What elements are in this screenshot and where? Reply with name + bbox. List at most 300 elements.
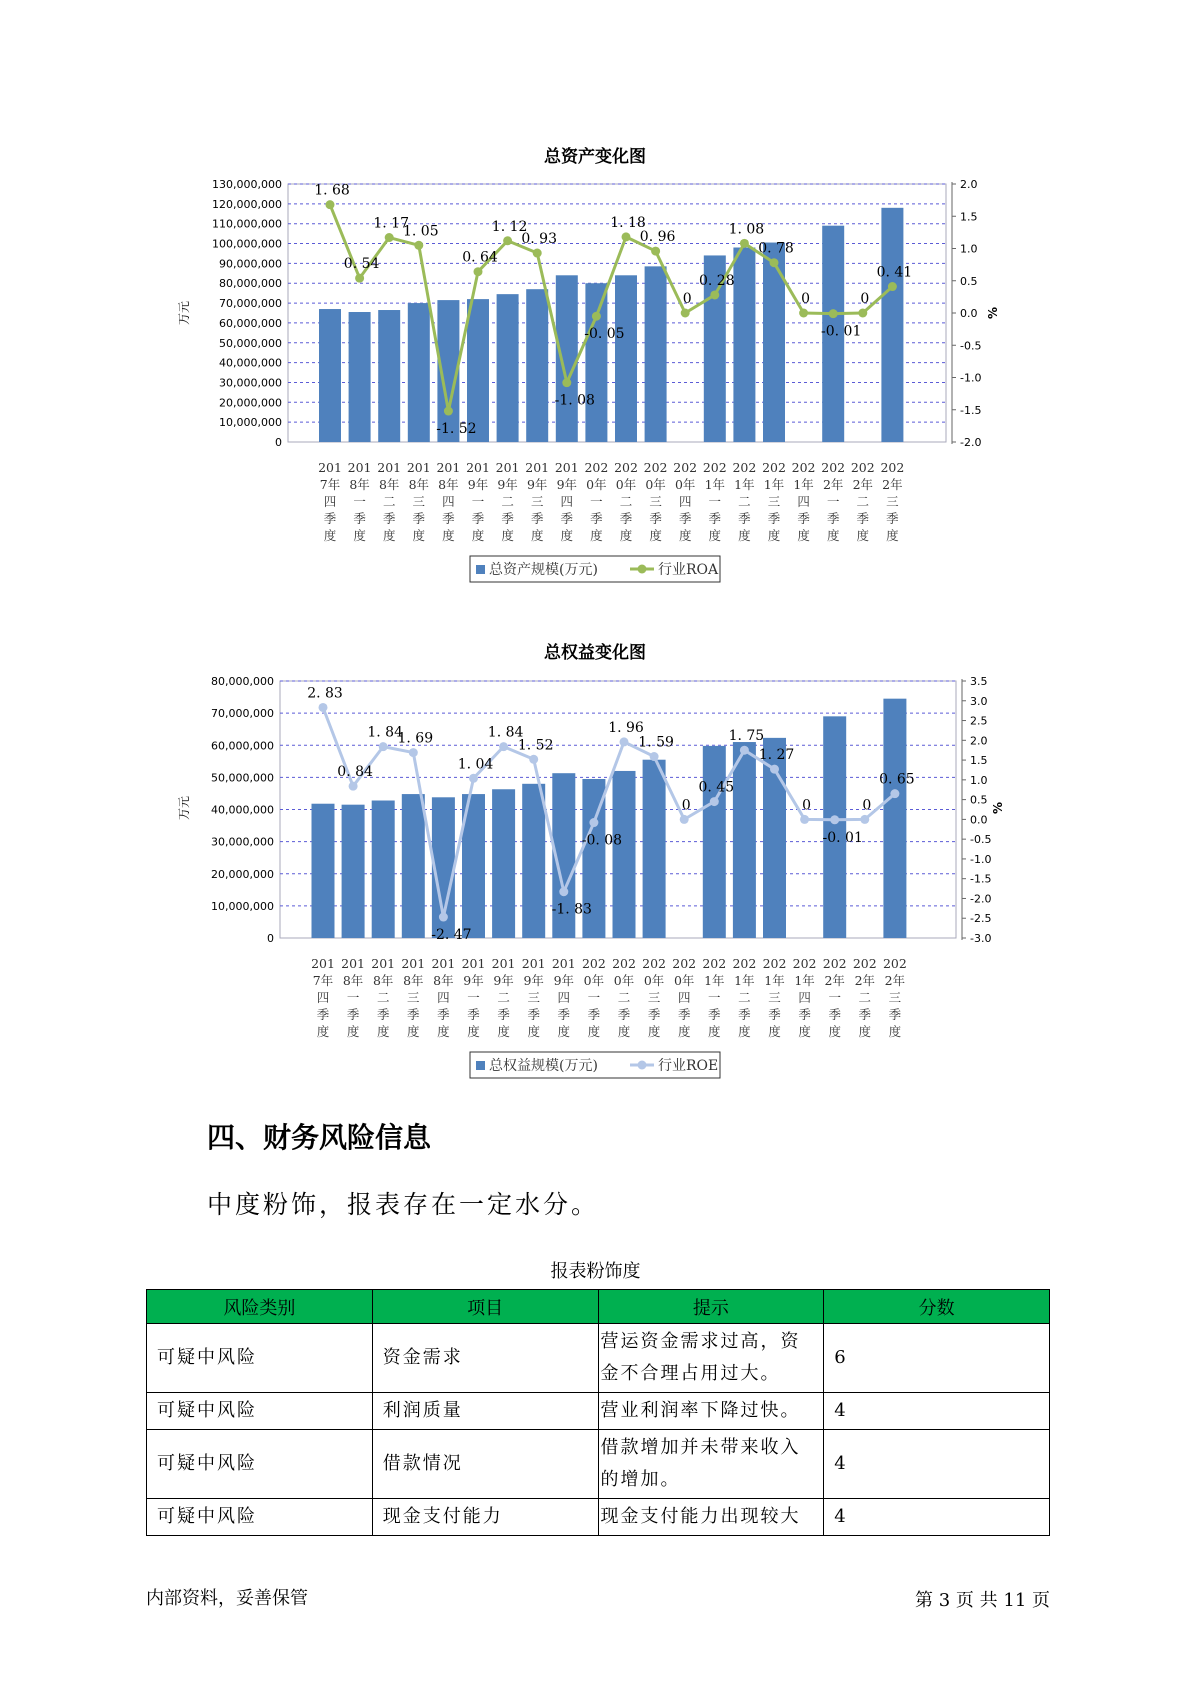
x-tick-label: 季 <box>798 1007 811 1022</box>
x-tick-label: 度 <box>346 1024 360 1039</box>
x-tick-label: 三 <box>412 494 426 509</box>
x-tick-label: 三 <box>767 494 781 509</box>
x-tick-label: 202 <box>614 460 638 475</box>
x-tick-label: 201 <box>311 956 335 971</box>
data-label: 0. 54 <box>343 256 380 273</box>
y2-tick-label: -1.0 <box>960 371 982 385</box>
table-row <box>147 1324 1050 1393</box>
x-tick-label: 202 <box>732 956 757 971</box>
line-point <box>409 748 418 757</box>
x-tick-label: 202 <box>821 460 846 475</box>
table-cell: 借款情况 <box>372 1430 598 1499</box>
x-tick-label: 度 <box>678 528 692 543</box>
data-label: 0. 65 <box>879 771 915 788</box>
x-tick-label: 202 <box>852 956 877 971</box>
x-tick-label: 度 <box>560 528 574 543</box>
x-tick-label: 季 <box>768 1007 781 1022</box>
x-tick-label: 度 <box>617 1024 631 1039</box>
x-tick-label: 2年 <box>852 477 874 492</box>
bar <box>372 801 395 938</box>
x-tick-label: 度 <box>797 528 810 543</box>
data-label: 1. 69 <box>397 730 434 747</box>
x-tick-label: 季 <box>467 1007 480 1022</box>
x-tick-label: 二 <box>738 990 751 1005</box>
x-tick-label: 1年 <box>793 477 814 492</box>
data-label: -1. 52 <box>436 421 477 438</box>
x-tick-label: 二 <box>497 990 510 1005</box>
y2-tick-label: 3.0 <box>970 694 988 708</box>
x-tick-label: 度 <box>501 528 514 543</box>
x-tick-label: 202 <box>882 956 907 971</box>
line-point <box>650 752 659 761</box>
x-tick-label: 度 <box>708 528 722 543</box>
x-tick-label: 度 <box>557 1024 571 1039</box>
line-point <box>559 887 568 896</box>
y-tick-label: 60,000,000 <box>219 316 282 330</box>
x-tick-label: 季 <box>858 1007 872 1022</box>
x-tick-label: 季 <box>471 511 485 526</box>
x-tick-label: 度 <box>530 528 544 543</box>
line-point <box>680 815 689 824</box>
x-tick-label: 201 <box>551 956 576 971</box>
y-tick-label: 80,000,000 <box>219 277 282 291</box>
risk-table <box>146 1289 1050 1536</box>
x-tick-label: 202 <box>702 460 727 475</box>
legend-bar-swatch <box>476 1061 485 1070</box>
data-label: -2. 47 <box>431 927 472 944</box>
x-tick-label: 202 <box>850 460 875 475</box>
x-tick-label: 度 <box>376 1024 390 1039</box>
x-tick-label: 8年 <box>349 477 370 492</box>
bar <box>703 746 726 938</box>
data-label: 1. 27 <box>758 747 795 764</box>
x-tick-label: 度 <box>826 528 840 543</box>
line-point <box>860 815 869 824</box>
table-cell: 营运资金需求过高，资金不合理占用过大。 <box>598 1324 824 1393</box>
x-tick-label: 0年 <box>673 973 695 988</box>
line-point <box>349 782 358 791</box>
x-tick-label: 季 <box>560 511 574 526</box>
y2-axis-label: % <box>986 306 1000 320</box>
data-label: 0. 96 <box>639 229 676 246</box>
x-tick-label: 2年 <box>822 477 844 492</box>
data-label: 0 <box>681 797 691 814</box>
data-label: 1. 04 <box>457 756 494 773</box>
x-tick-label: 季 <box>382 511 396 526</box>
x-tick-label: 季 <box>678 511 692 526</box>
y-tick-label: 90,000,000 <box>219 257 282 271</box>
x-tick-label: 度 <box>647 1024 661 1039</box>
y2-tick-label: 1.0 <box>960 242 978 256</box>
legend-label: 行业ROA <box>658 562 719 578</box>
x-tick-label: 四 <box>560 494 574 509</box>
x-tick-label: 202 <box>762 956 787 971</box>
y-tick-label: 70,000,000 <box>211 707 274 721</box>
table-cell: 4 <box>824 1393 1050 1430</box>
column-header: 风险类别 <box>147 1290 373 1324</box>
x-tick-label: 度 <box>738 528 751 543</box>
y2-tick-label: 1.0 <box>970 773 988 787</box>
line-point <box>469 774 478 783</box>
x-tick-label: 1年 <box>764 973 785 988</box>
data-label: 1. 84 <box>367 724 404 741</box>
x-tick-label: 9年 <box>497 477 518 492</box>
x-tick-label: 2年 <box>824 973 845 988</box>
x-tick-label: 季 <box>647 1007 661 1022</box>
x-tick-label: 三 <box>886 494 899 509</box>
x-tick-label: 四 <box>557 990 571 1005</box>
x-tick-label: 1年 <box>734 477 755 492</box>
x-tick-label: 季 <box>316 1007 330 1022</box>
x-tick-label: 季 <box>590 511 603 526</box>
x-tick-label: 度 <box>858 1024 872 1039</box>
data-label: 0 <box>682 291 692 307</box>
x-tick-label: 0年 <box>615 477 637 492</box>
x-tick-label: 一 <box>826 494 840 509</box>
y2-tick-label: -0.5 <box>960 339 982 353</box>
x-tick-label: 一 <box>708 990 721 1005</box>
x-tick-label: 季 <box>346 1007 360 1022</box>
x-tick-label: 度 <box>649 528 662 543</box>
legend-label: 总资产规模(万元) <box>489 562 598 578</box>
table-cell: 4 <box>824 1430 1050 1499</box>
x-tick-label: 0年 <box>586 477 607 492</box>
y2-tick-label: -1.5 <box>970 872 992 886</box>
x-tick-label: 201 <box>341 956 366 971</box>
x-tick-label: 二 <box>619 494 633 509</box>
x-tick-label: 度 <box>886 528 899 543</box>
bar <box>613 771 636 938</box>
line-point <box>830 815 839 824</box>
y-tick-label: 120,000,000 <box>212 197 282 211</box>
data-label: 1. 59 <box>638 734 674 751</box>
x-tick-label: 四 <box>678 494 692 509</box>
x-tick-label: 1年 <box>734 973 755 988</box>
x-tick-label: 度 <box>767 528 781 543</box>
x-tick-label: 2年 <box>884 973 906 988</box>
table-row <box>147 1430 1050 1499</box>
y2-tick-label: 0.5 <box>960 274 978 288</box>
bar <box>522 784 545 938</box>
x-tick-label: 1年 <box>704 477 726 492</box>
x-tick-label: 8年 <box>378 477 400 492</box>
x-tick-label: 8年 <box>408 477 430 492</box>
legend-label: 总权益规模(万元) <box>489 1058 598 1074</box>
data-label: 0 <box>860 291 870 307</box>
data-label: 1. 52 <box>517 737 554 754</box>
table-cell: 可疑中风险 <box>147 1393 373 1430</box>
data-label: 0. 84 <box>337 764 373 781</box>
x-tick-label: 度 <box>768 1024 781 1039</box>
x-tick-label: 202 <box>791 460 816 475</box>
x-tick-label: 0年 <box>674 477 696 492</box>
x-tick-label: 一 <box>467 990 480 1005</box>
x-tick-label: 季 <box>738 1007 751 1022</box>
x-tick-label: 一 <box>346 990 360 1005</box>
y2-tick-label: -3.0 <box>970 932 992 945</box>
x-tick-label: 8年 <box>342 973 364 988</box>
table-cell: 可疑中风险 <box>147 1499 373 1536</box>
y-tick-label: 130,000,000 <box>212 178 282 191</box>
column-header: 项目 <box>372 1290 598 1324</box>
x-tick-label: 季 <box>527 1007 540 1022</box>
y2-tick-label: -2.5 <box>970 912 992 926</box>
x-tick-label: 7年 <box>312 973 334 988</box>
x-tick-label: 2年 <box>854 973 876 988</box>
bar <box>883 699 906 938</box>
table-cell: 6 <box>824 1324 1050 1393</box>
x-tick-label: 201 <box>377 460 402 475</box>
x-tick-label: 202 <box>792 956 817 971</box>
y-axis-label: 万元 <box>177 795 191 821</box>
x-tick-label: 度 <box>412 528 426 543</box>
x-tick-label: 8年 <box>433 973 454 988</box>
data-label: 1. 08 <box>728 221 765 238</box>
y-tick-label: 30,000,000 <box>211 835 274 849</box>
x-tick-label: 季 <box>497 1007 510 1022</box>
x-tick-label: 8年 <box>403 973 424 988</box>
table-cell: 借款增加并未带来收入的增加。 <box>598 1430 824 1499</box>
x-tick-label: 度 <box>619 528 633 543</box>
x-tick-label: 度 <box>527 1024 540 1039</box>
bar <box>492 789 515 938</box>
x-tick-label: 202 <box>732 460 757 475</box>
y2-tick-label: 3.5 <box>970 675 988 688</box>
x-tick-label: 度 <box>828 1024 841 1039</box>
x-tick-label: 9年 <box>463 973 484 988</box>
x-tick-label: 季 <box>619 511 633 526</box>
x-tick-label: 季 <box>323 511 337 526</box>
y-tick-label: 110,000,000 <box>212 217 282 231</box>
y-axis-label: 万元 <box>177 300 191 326</box>
x-tick-label: 202 <box>762 460 786 475</box>
y2-tick-label: -2.0 <box>960 436 982 449</box>
x-tick-label: 202 <box>822 956 847 971</box>
x-tick-label: 0年 <box>583 973 605 988</box>
x-tick-label: 四 <box>442 494 455 509</box>
table-cell: 可疑中风险 <box>147 1324 373 1393</box>
x-tick-label: 202 <box>673 460 698 475</box>
x-tick-label: 9年 <box>526 477 548 492</box>
x-tick-label: 三 <box>888 990 902 1005</box>
y-tick-label: 60,000,000 <box>211 739 274 753</box>
x-tick-label: 二 <box>856 494 870 509</box>
x-tick-label: 9年 <box>523 973 544 988</box>
x-tick-label: 度 <box>323 528 337 543</box>
x-tick-label: 季 <box>442 511 455 526</box>
x-tick-label: 一 <box>471 494 485 509</box>
x-tick-label: 度 <box>407 1024 420 1039</box>
x-tick-label: 8年 <box>438 477 459 492</box>
x-tick-label: 201 <box>495 460 520 475</box>
line-point <box>620 737 629 746</box>
x-tick-label: 201 <box>406 460 431 475</box>
y2-tick-label: 0.5 <box>970 793 988 807</box>
x-tick-label: 度 <box>442 528 455 543</box>
x-tick-label: 度 <box>471 528 485 543</box>
x-tick-label: 度 <box>856 528 870 543</box>
x-tick-label: 度 <box>497 1024 510 1039</box>
x-tick-label: 201 <box>554 460 579 475</box>
line-point <box>379 742 388 751</box>
bar <box>733 742 756 938</box>
x-tick-label: 1年 <box>794 973 815 988</box>
section-heading: 四、财务风险信息 <box>207 1121 432 1154</box>
x-tick-label: 9年 <box>553 973 575 988</box>
x-tick-label: 201 <box>466 460 490 475</box>
x-tick-label: 季 <box>767 511 781 526</box>
x-tick-label: 季 <box>708 511 722 526</box>
x-tick-label: 季 <box>797 511 810 526</box>
x-tick-label: 四 <box>798 990 811 1005</box>
y-tick-label: 0 <box>275 436 282 449</box>
y2-axis-label: % <box>991 801 1005 815</box>
bar <box>402 794 425 938</box>
page-number: 第 3 页 共 11 页 <box>915 1590 1050 1611</box>
data-label: 1. 84 <box>487 724 524 741</box>
x-tick-label: 季 <box>407 1007 420 1022</box>
footer-confidential-note: 内部资料，妥善保管 <box>146 1588 308 1609</box>
x-tick-label: 202 <box>584 460 609 475</box>
x-tick-label: 9年 <box>556 477 578 492</box>
data-label: 1. 12 <box>491 218 528 235</box>
x-tick-label: 一 <box>708 494 722 509</box>
line-point <box>800 815 809 824</box>
x-tick-label: 201 <box>318 460 342 475</box>
y-tick-label: 20,000,000 <box>211 867 274 881</box>
data-label: 1. 68 <box>314 182 350 199</box>
x-tick-label: 三 <box>527 990 540 1005</box>
x-tick-label: 201 <box>371 956 396 971</box>
x-tick-label: 0年 <box>643 973 665 988</box>
data-label: 1. 18 <box>610 214 646 231</box>
data-label: -0. 01 <box>822 829 863 846</box>
y2-tick-label: 2.0 <box>960 178 978 191</box>
x-tick-label: 一 <box>587 990 601 1005</box>
line-point <box>529 755 538 764</box>
data-label: 1. 17 <box>373 215 410 232</box>
x-tick-label: 度 <box>437 1024 450 1039</box>
x-tick-label: 季 <box>826 511 840 526</box>
x-tick-label: 0年 <box>645 477 666 492</box>
x-tick-label: 2年 <box>882 477 903 492</box>
x-tick-label: 二 <box>617 990 631 1005</box>
data-label: 0. 45 <box>698 779 735 796</box>
x-tick-label: 四 <box>316 990 330 1005</box>
x-tick-label: 度 <box>590 528 603 543</box>
x-tick-label: 201 <box>347 460 372 475</box>
x-tick-label: 季 <box>530 511 544 526</box>
x-tick-label: 202 <box>643 460 668 475</box>
x-tick-label: 202 <box>612 956 636 971</box>
y2-tick-label: 0.0 <box>970 813 988 827</box>
data-label: 2. 83 <box>307 685 343 702</box>
x-tick-label: 二 <box>738 494 751 509</box>
table-caption: 报表粉饰度 <box>550 1261 641 1282</box>
x-tick-label: 季 <box>412 511 426 526</box>
x-tick-label: 202 <box>672 956 697 971</box>
data-label: 0. 64 <box>462 249 498 266</box>
y-tick-label: 80,000,000 <box>211 675 274 688</box>
column-header: 提示 <box>598 1290 824 1324</box>
table-cell: 4 <box>824 1499 1050 1536</box>
x-tick-label: 季 <box>501 511 514 526</box>
y-tick-label: 40,000,000 <box>219 356 282 370</box>
x-tick-label: 度 <box>587 1024 601 1039</box>
x-tick-label: 季 <box>649 511 662 526</box>
x-tick-label: 一 <box>828 990 841 1005</box>
table-cell: 现金支付能力 <box>372 1499 598 1536</box>
data-label: 0. 28 <box>698 272 735 289</box>
x-tick-label: 二 <box>376 990 390 1005</box>
data-label: -1. 83 <box>551 901 592 918</box>
x-tick-label: 二 <box>382 494 396 509</box>
x-tick-label: 201 <box>521 956 546 971</box>
bar <box>643 760 666 938</box>
data-label: -0. 08 <box>581 832 623 849</box>
x-tick-label: 202 <box>702 956 727 971</box>
y-tick-label: 50,000,000 <box>219 336 282 350</box>
y2-tick-label: 2.0 <box>970 734 988 748</box>
y-tick-label: 100,000,000 <box>212 237 282 251</box>
y2-tick-label: -0.5 <box>970 833 992 847</box>
line-point <box>499 742 508 751</box>
x-tick-label: 季 <box>886 511 899 526</box>
x-tick-label: 季 <box>738 511 751 526</box>
x-tick-label: 季 <box>677 1007 691 1022</box>
data-label: 1. 05 <box>402 223 439 240</box>
x-tick-label: 202 <box>581 956 606 971</box>
line-point <box>439 913 448 922</box>
data-label: 1. 75 <box>728 728 765 745</box>
line-point <box>740 746 749 755</box>
x-tick-label: 季 <box>708 1007 721 1022</box>
x-tick-label: 201 <box>461 956 486 971</box>
x-tick-label: 季 <box>828 1007 841 1022</box>
y2-tick-label: 2.5 <box>970 714 988 728</box>
column-header: 分数 <box>824 1290 1050 1324</box>
x-tick-label: 7年 <box>319 477 341 492</box>
table-cell: 利润质量 <box>372 1393 598 1430</box>
x-tick-label: 度 <box>353 528 366 543</box>
x-tick-label: 四 <box>323 494 337 509</box>
x-tick-label: 四 <box>677 990 691 1005</box>
x-tick-label: 度 <box>738 1024 751 1039</box>
x-tick-label: 202 <box>880 460 905 475</box>
line-point <box>319 703 328 712</box>
x-tick-label: 一 <box>353 494 366 509</box>
table-cell: 资金需求 <box>372 1324 598 1393</box>
table-row <box>147 1393 1050 1430</box>
legend-line-marker <box>638 1061 647 1070</box>
x-tick-label: 三 <box>649 494 662 509</box>
data-label: -0. 05 <box>584 326 625 343</box>
y2-tick-label: 1.5 <box>960 210 978 224</box>
x-tick-label: 季 <box>437 1007 450 1022</box>
x-tick-label: 季 <box>617 1007 631 1022</box>
data-label: 0. 93 <box>521 231 558 248</box>
y-tick-label: 50,000,000 <box>211 771 274 785</box>
data-label: 1. 96 <box>608 719 644 736</box>
x-tick-label: 201 <box>491 956 516 971</box>
x-tick-label: 202 <box>642 956 667 971</box>
x-tick-label: 度 <box>316 1024 330 1039</box>
x-tick-label: 度 <box>467 1024 480 1039</box>
y-tick-label: 10,000,000 <box>211 899 274 913</box>
section-intro: 中度粉饰，报表存在一定水分。 <box>207 1190 600 1219</box>
data-label: -0. 01 <box>821 323 862 340</box>
x-tick-label: 季 <box>587 1007 601 1022</box>
